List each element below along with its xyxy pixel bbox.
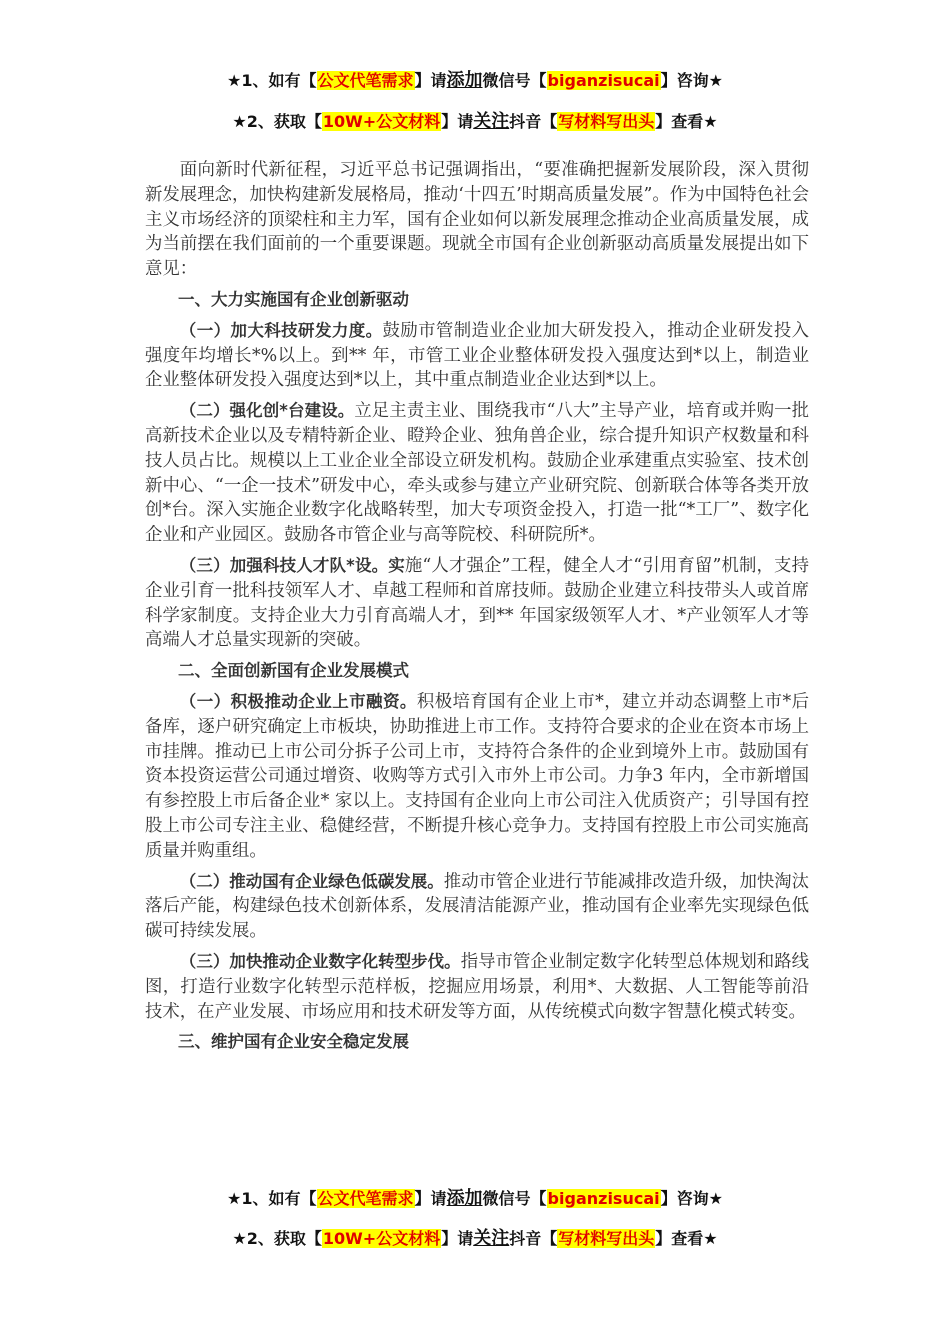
banner-text: ★1、如有【 (227, 71, 317, 90)
underlined-text: 关注 (473, 111, 510, 132)
highlight-text: biganzisucai (547, 1189, 660, 1208)
paragraph (145, 319, 809, 393)
paragraph-text: 推动市管企业进行节能减排改造升级，加快淘汰落后产能，构建绿色技术创新体系，发展清洁能源产业，推动国有企业率先实现绿色低碳可持续发展。 (145, 871, 810, 942)
banner-line-2 (0, 111, 950, 133)
banner-text: 微信号【 (482, 71, 547, 90)
banner-text: 】查看★ (655, 1229, 718, 1248)
highlight-text: 公文代笔需求 (317, 1189, 414, 1208)
underlined-text: 添加 (446, 1188, 483, 1209)
paragraph-text: 施“人才强企”工程，健全人才“引用育留”机制，支持企业引育一批科技领军人才、卓越工程师和首席技师。鼓励企业建立科技带头人或首席科学家制度。支持企业大力引育高端人才，到** 年国家级领军人才、*产业领军人才等高端人才总量实现新的突破。 (145, 555, 809, 651)
paragraph (145, 870, 809, 944)
paragraph-lead: （一）积极推动企业上市融资。 (179, 691, 417, 711)
section-heading: 三、维护国有企业安全稳定发展 (178, 1032, 409, 1052)
footer-banner-line-1 (0, 1188, 950, 1210)
banner-text: ★2、获取【 (232, 1229, 322, 1248)
footer-banner-line-2 (0, 1228, 950, 1250)
section-heading: 一、大力实施国有企业创新驱动 (178, 289, 409, 309)
banner-text: 】请 (441, 112, 474, 131)
banner-text: 】查看★ (655, 112, 718, 131)
banner-text: ★2、获取【 (232, 112, 322, 131)
paragraph (145, 690, 809, 864)
paragraph (145, 399, 809, 548)
highlight-text: 写材料写出头 (558, 112, 655, 131)
paragraph-text: 鼓励市管制造业企业加大研发投入，推动企业研发投入强度年均增长*%以上。到** 年，市管工业企业整体研发投入强度达到*以上，制造业企业整体研发投入强度达到*以上，其中重点制造业企业达到*以上。 (145, 320, 810, 391)
banner-text: 】咨询★ (660, 1189, 723, 1208)
paragraph-text: 积极培育国有企业上市*，建立并动态调整上市*后备库，逐户研究确定上市板块，协助推进上市工作。支持符合要求的企业在资本市场上市挂牌。推动已上市公司分拆子公司上市，支持符合条件的企业到境外上市。鼓励国有资本投资运营公司通过增资、收购等方式引入市外上市公司。力争3 年内，全市新增国有参控股上市后备企业* 家以上。支持国有企业向上市公司注入优质资产；引导国有控股上市公司专注主业、稳健经营，不断提升核心竞争力。支持国有控股上市公司实施高质量并购重组。 (145, 691, 810, 861)
document-body (145, 158, 809, 1055)
banner-text: ★1、如有【 (227, 1189, 317, 1208)
banner-text: 】请 (414, 71, 447, 90)
highlight-text: 10W+公文材料 (322, 112, 441, 131)
paragraph-lead: （二）推动国有企业绿色低碳发展。 (179, 871, 444, 891)
banner-text: 】请 (441, 1229, 474, 1248)
paragraph (145, 950, 809, 1024)
paragraph-lead: （一）加大科技研发力度。 (179, 320, 383, 340)
banner-text: 抖音【 (509, 1229, 558, 1248)
underlined-text: 添加 (446, 70, 483, 91)
highlight-text: biganzisucai (547, 71, 660, 90)
highlight-text: 公文代笔需求 (317, 71, 414, 90)
banner-text: 】请 (414, 1189, 447, 1208)
paragraph-text: 立足主责主业、围绕我市“八大”主导产业，培育或并购一批高新技术企业以及专精特新企业、瞪羚企业、独角兽企业，综合提升知识产权数量和科技人员占比。规模以上工业企业全部设立研发机构。鼓励企业承建重点实验室、技术创新中心、“一企一技术”研发中心，牵头或参与建立产业研究院、创新联合体等各类开放创*台。深入实施企业数字化战略转型，加大专项资金投入，打造一批“*工厂”、数字化企业和产业园区。鼓励各市管企业与高等院校、科研院所*。 (145, 401, 809, 546)
paragraph-text: 指导市管企业制定数字化转型总体规划和路线图，打造行业数字化转型示范样板，挖掘应用场景，利用*、大数据、人工智能等前沿技术，在产业发展、市场应用和技术研发等方面，从传统模式向数字智慧化模式转变。 (145, 951, 809, 1022)
paragraph-lead: （三）加强科技人才队*设。实 (179, 555, 405, 575)
banner-line-1 (0, 70, 950, 92)
paragraph-lead: （三）加快推动企业数字化转型步伐。 (179, 951, 461, 971)
banner-text: 抖音【 (509, 112, 558, 131)
banner-text: 微信号【 (482, 1189, 547, 1208)
highlight-text: 写材料写出头 (558, 1229, 655, 1248)
intro-paragraph: 面向新时代新征程，习近平总书记强调指出，“要准确把握新发展阶段，深入贯彻新发展理念，加快构建新发展格局，推动‘十四五’时期高质量发展”。作为中国特色社会主义市场经济的顶梁柱和主力军，国有企业如何以新发展理念推动企业高质量发展，成为当前摆在我们面前的一个重要课题。现就全市国有企业创新驱动高质量发展提出如下意见： (145, 160, 809, 280)
paragraph-lead: （二）强化创*台建设。 (179, 401, 355, 421)
underlined-text: 关注 (473, 1228, 510, 1249)
paragraph (145, 554, 809, 653)
highlight-text: 10W+公文材料 (322, 1229, 441, 1248)
banner-text: 】咨询★ (660, 71, 723, 90)
section-heading: 二、全面创新国有企业发展模式 (178, 661, 409, 681)
